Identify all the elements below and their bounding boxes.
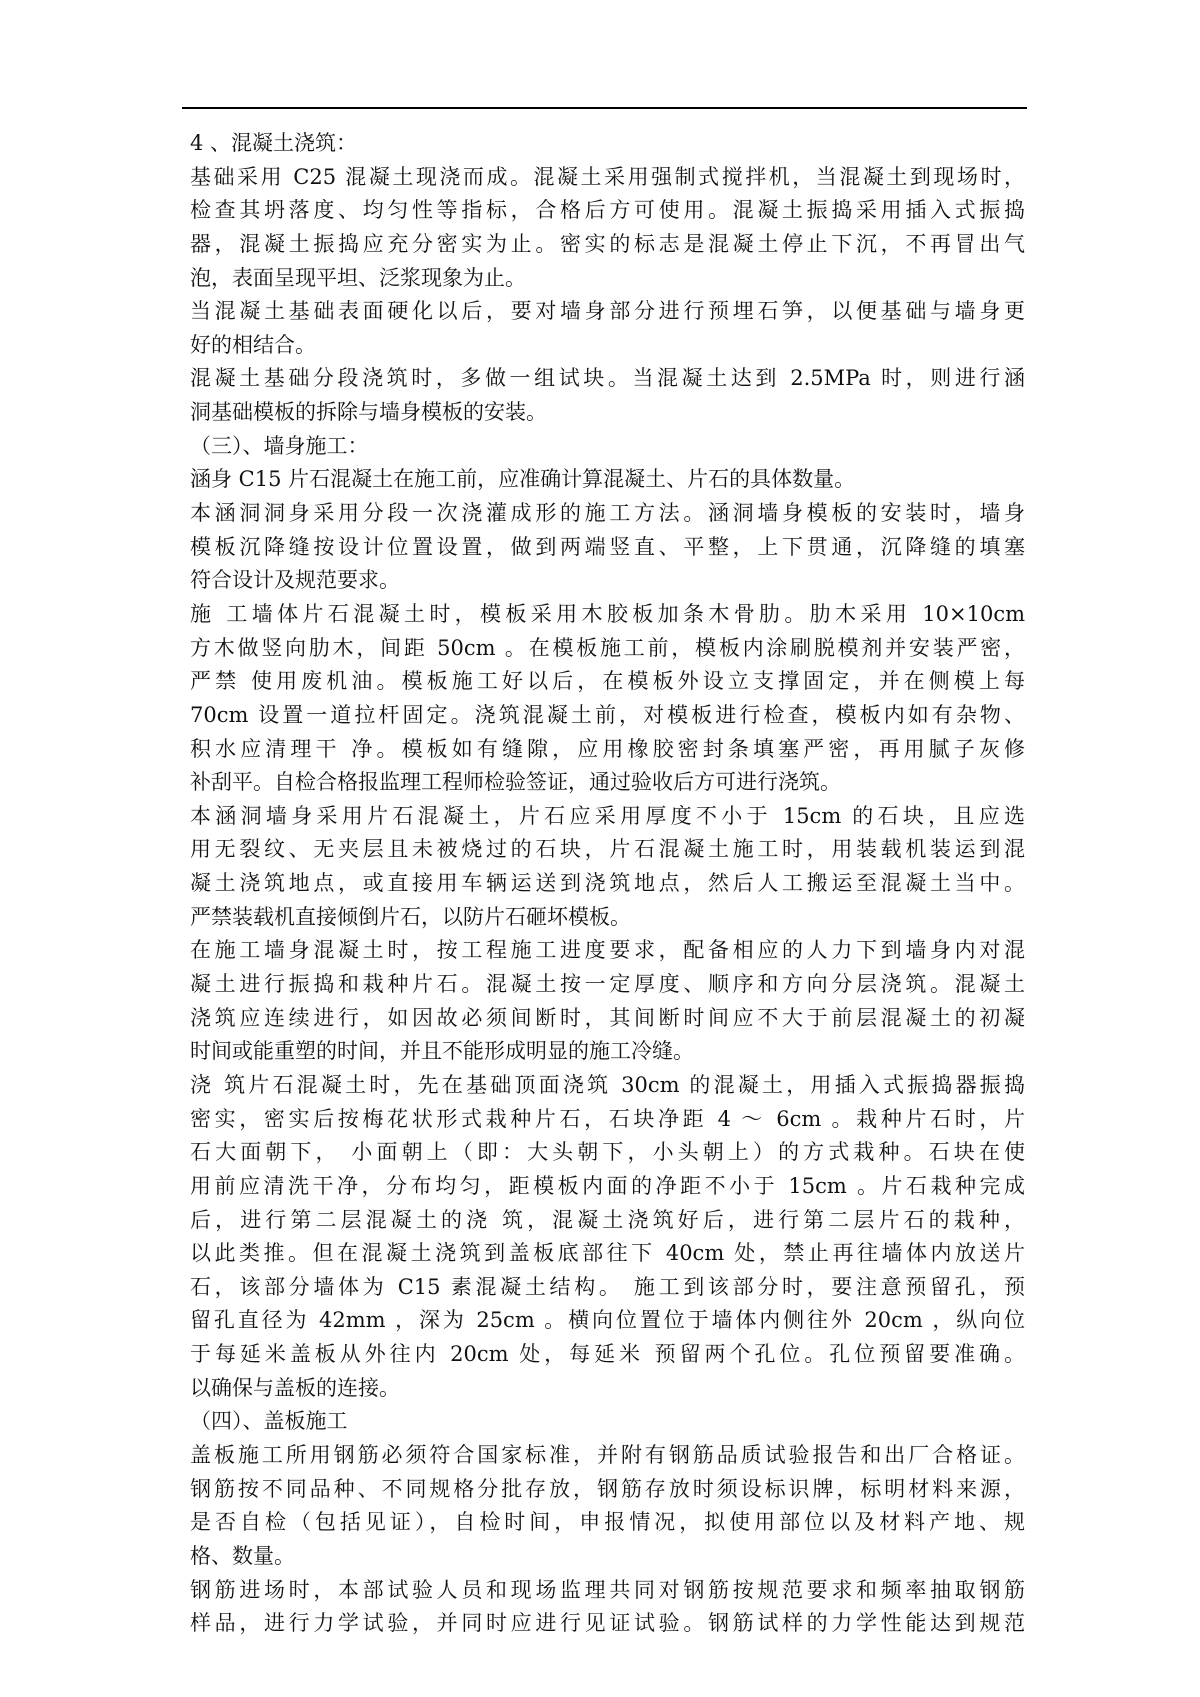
text-line: 石大面朝下， 小面朝上（即：大头朝下，小头朝上）的方式栽种。石块在使 (190, 1140, 1025, 1165)
text-line: 模板沉降缝按设计位置设置，做到两端竖直、平整，上下贯通，沉降缝的填塞 (190, 534, 1025, 559)
text-line: 用前应清洗干净，分布均匀，距模板内面的净距不小于 15cm 。片石栽种完成 (190, 1173, 1025, 1198)
text-line: 于每延米盖板从外往内 20cm 处，每延米 预留两个孔位。孔位预留要准确。 (190, 1342, 1025, 1367)
text-line: 符合设计及规范要求。 (190, 568, 400, 593)
text-line: 涵身 C15 片石混凝土在施工前，应准确计算混凝土、片石的具体数量。 (190, 467, 856, 492)
text-line: 基础采用 C25 混凝土现浇而成。混凝土采用强制式搅拌机，当混凝土到现场时， (190, 164, 1025, 189)
text-line: 用无裂纹、无夹层且未被烧过的石块，片石混凝土施工时，用装载机装运到混 (190, 837, 1025, 862)
text-line: 以确保与盖板的连接。 (190, 1375, 400, 1400)
text-line: 石，该部分墙体为 C15 素混凝土结构。 施工到该部分时，要注意预留孔，预 (190, 1274, 1025, 1299)
text-line: （四）、盖板施工 (190, 1409, 348, 1434)
text-line: 时间或能重塑的时间，并且不能形成明显的施工冷缝。 (190, 1039, 694, 1064)
document-body (190, 127, 1025, 1641)
text-line: 密实，密实后按梅花状形式栽种片石，石块净距 4 ～ 6cm 。栽种片石时，片 (190, 1106, 1025, 1131)
header-rule (182, 107, 1027, 109)
text-line: 以此类推。但在混凝土浇筑到盖板底部往下 40cm 处，禁止再往墙体内放送片 (190, 1241, 1025, 1266)
text-line: 后，进行第二层混凝土的浇 筑，混凝土浇筑好后，进行第二层片石的栽种， (190, 1207, 1025, 1232)
text-line: 凝土进行振捣和栽种片石。混凝土按一定厚度、顺序和方向分层浇筑。混凝土 (190, 972, 1025, 997)
text-line: 方木做竖向肋木，间距 50cm 。在模板施工前，模板内涂刷脱模剂并安装严密， (190, 635, 1025, 660)
text-line: 盖板施工所用钢筋必须符合国家标准，并附有钢筋品质试验报告和出厂合格证。 (190, 1442, 1025, 1467)
text-line: 浇筑应连续进行，如因故必须间断时，其间断时间应不大于前层混凝土的初凝 (190, 1005, 1025, 1030)
text-line: 钢筋进场时，本部试验人员和现场监理共同对钢筋按规范要求和频率抽取钢筋 (190, 1577, 1025, 1602)
text-line: 洞基础模板的拆除与墙身模板的安装。 (190, 400, 547, 425)
text-line: 样品，进行力学试验，并同时应进行见证试验。钢筋试样的力学性能达到规范 (190, 1611, 1025, 1636)
text-line: （三）、墙身施工： (190, 433, 369, 458)
text-line: 70cm 设置一道拉杆固定。浇筑混凝土前，对模板进行检查，模板内如有杂物、 (190, 702, 1025, 727)
text-line: 器，混凝土振捣应充分密实为止。密实的标志是混凝土停止下沉，不再冒出气 (190, 231, 1025, 256)
text-line: 本涵洞洞身采用分段一次浇灌成形的施工方法。涵洞墙身模板的安装时，墙身 (190, 501, 1025, 526)
text-line: 是否自检（包括见证），自检时间，申报情况，拟使用部位以及材料产地、规 (190, 1510, 1025, 1535)
text-line: 施 工墙体片石混凝土时，模板采用木胶板加条木骨肋。肋木采用 10×10cm (190, 601, 1025, 626)
text-line: 好的相结合。 (190, 332, 316, 357)
text-line: 格、数量。 (190, 1543, 295, 1568)
text-line: 钢筋按不同品种、不同规格分批存放，钢筋存放时须设标识牌，标明材料来源， (190, 1476, 1025, 1501)
text-line: 凝土浇筑地点，或直接用车辆运送到浇筑地点，然后人工搬运至混凝土当中。 (190, 871, 1025, 896)
text-line: 严禁装载机直接倾倒片石，以防片石砸坏模板。 (190, 904, 631, 929)
text-line: 浇 筑片石混凝土时，先在基础顶面浇筑 30cm 的混凝土，用插入式振捣器振捣 (190, 1072, 1025, 1097)
text-line: 在施工墙身混凝土时，按工程施工进度要求，配备相应的人力下到墙身内对混 (190, 938, 1025, 963)
text-line: 泡，表面呈现平坦、泛浆现象为止。 (190, 265, 526, 290)
text-line: 补刮平。自检合格报监理工程师检验签证，通过验收后方可进行浇筑。 (190, 770, 841, 795)
text-line: 混凝土基础分段浇筑时，多做一组试块。当混凝土达到 2.5MPa 时，则进行涵 (190, 366, 1025, 391)
text-line: 本涵洞墙身采用片石混凝土，片石应采用厚度不小于 15cm 的石块，且应选 (190, 803, 1025, 828)
text-line: 4 、混凝土浇筑： (190, 131, 358, 155)
text-line: 当混凝土基础表面硬化以后，要对墙身部分进行预埋石笋，以便基础与墙身更 (190, 299, 1025, 324)
text-line: 严禁 使用废机油。模板施工好以后，在模板外设立支撑固定，并在侧模上每 (190, 669, 1025, 694)
text-line: 积水应清理干 净。模板如有缝隙，应用橡胶密封条填塞严密，再用腻子灰修 (190, 736, 1025, 761)
text-line: 检查其坍落度、均匀性等指标，合格后方可使用。混凝土振捣采用插入式振捣 (190, 198, 1025, 223)
text-line: 留孔直径为 42mm ，深为 25cm 。横向位置位于墙体内侧往外 20cm ，纵向位 (190, 1308, 1025, 1333)
